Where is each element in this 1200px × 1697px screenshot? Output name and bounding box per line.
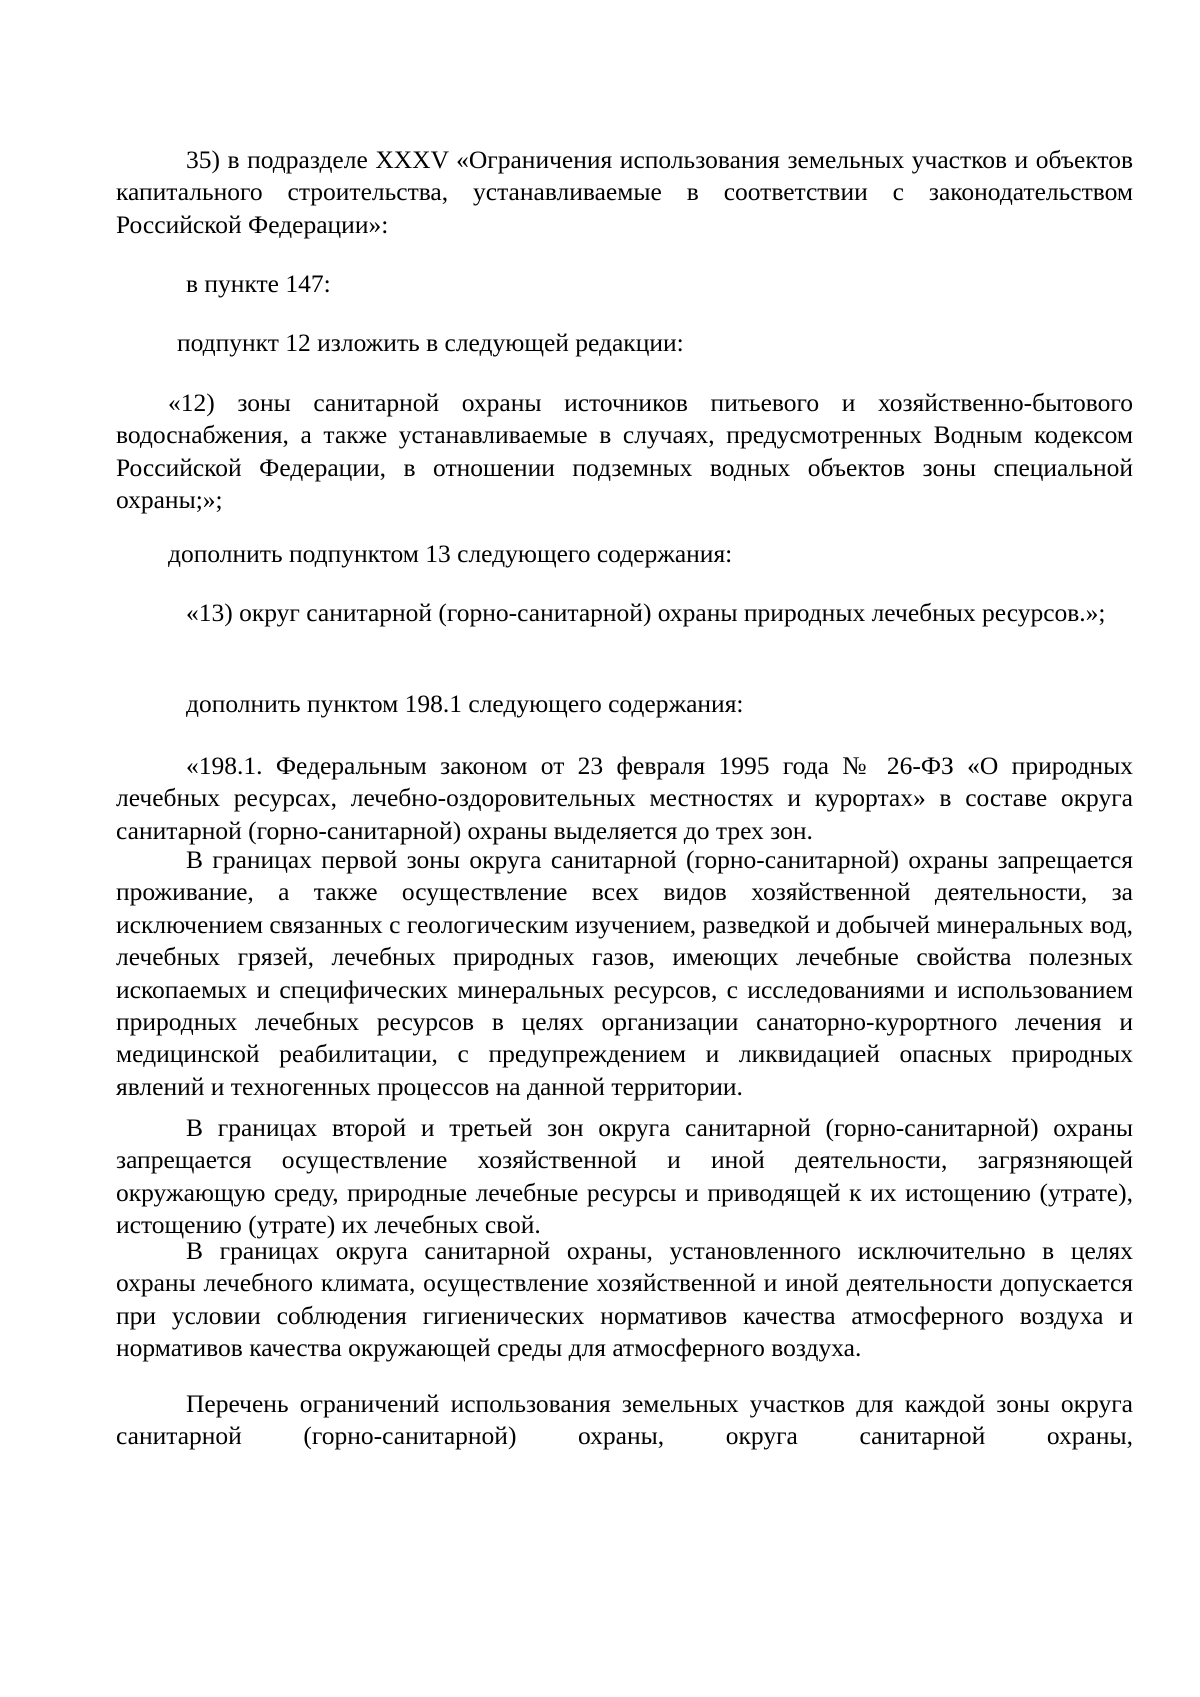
paragraph-point-198-1-text: «198.1. Федеральным законом от 23 февраля 1995 года № 26-ФЗ «О природных лечебных ресурсах, лечебно-оздоровительных местностях и курортах» в составе округа санитарной (горно-санитарной) охраны выделяется до трех зон. bbox=[116, 751, 1133, 845]
paragraph-point-198-1-intro: дополнить пунктом 198.1 следующего содержания: bbox=[186, 689, 744, 718]
paragraph-point-147: в пункте 147: bbox=[186, 269, 331, 298]
paragraph-subpoint-13-intro: дополнить подпунктом 13 следующего содержания: bbox=[168, 539, 733, 568]
paragraph-subpoint-13-text: «13) округ санитарной (горно-санитарной) охраны природных лечебных ресурсов.»; bbox=[186, 598, 1106, 627]
paragraph-climate-district: В границах округа санитарной охраны, установленного исключительно в целях охраны лечебного климата, осуществление хозяйственной и иной деятельности допускается при условии соблюдения гигиенических нормативов качества атмосферного воздуха и нормативов качества окружающей среды для атмосферного воздуха. bbox=[116, 1236, 1133, 1363]
paragraph-second-third-zones: В границах второй и третьей зон округа санитарной (горно-санитарной) охраны запрещается осуществление хозяйственной и иной деятельности, загрязняющей окружающую среду, природные лечебные ресурсы и приводящей к их истощению (утрате), истощению (утрате) их лечебных свой. bbox=[116, 1113, 1133, 1240]
paragraph-subpoint-12-intro: подпункт 12 изложить в следующей редакции: bbox=[177, 328, 684, 357]
paragraph-item-35: 35) в подразделе XXXV «Ограничения использования земельных участков и объектов капитального строительства, устанавливаемые в соответствии с законодательством Российской Федерации»: bbox=[116, 145, 1133, 239]
paragraph-restrictions-list: Перечень ограничений использования земельных участков для каждой зоны округа санитарной (горно-санитарной) охраны, округа санитарной охраны, bbox=[116, 1389, 1133, 1451]
paragraph-first-zone: В границах первой зоны округа санитарной (горно-санитарной) охраны запрещается проживание, а также осуществление всех видов хозяйственной деятельности, за исключением связанных с геологическим изучением, разведкой и добычей минеральных вод, лечебных грязей, лечебных природных газов, имеющих лечебные свойства полезных ископаемых и специфических минеральных ресурсов, с исследованиями и использованием природных лечебных ресурсов в целях организации санаторно-курортного лечения и медицинской реабилитации, с предупреждением и ликвидацией опасных природных явлений и техногенных процессов на данной территории. bbox=[116, 845, 1133, 1101]
paragraph-subpoint-12-text: «12) зоны санитарной охраны источников питьевого и хозяйственно-бытового водоснабжения, а также устанавливаемые в случаях, предусмотренных Водным кодексом Российской Федерации, в отношении подземных водных объектов зоны специальной охраны;»; bbox=[116, 388, 1133, 515]
